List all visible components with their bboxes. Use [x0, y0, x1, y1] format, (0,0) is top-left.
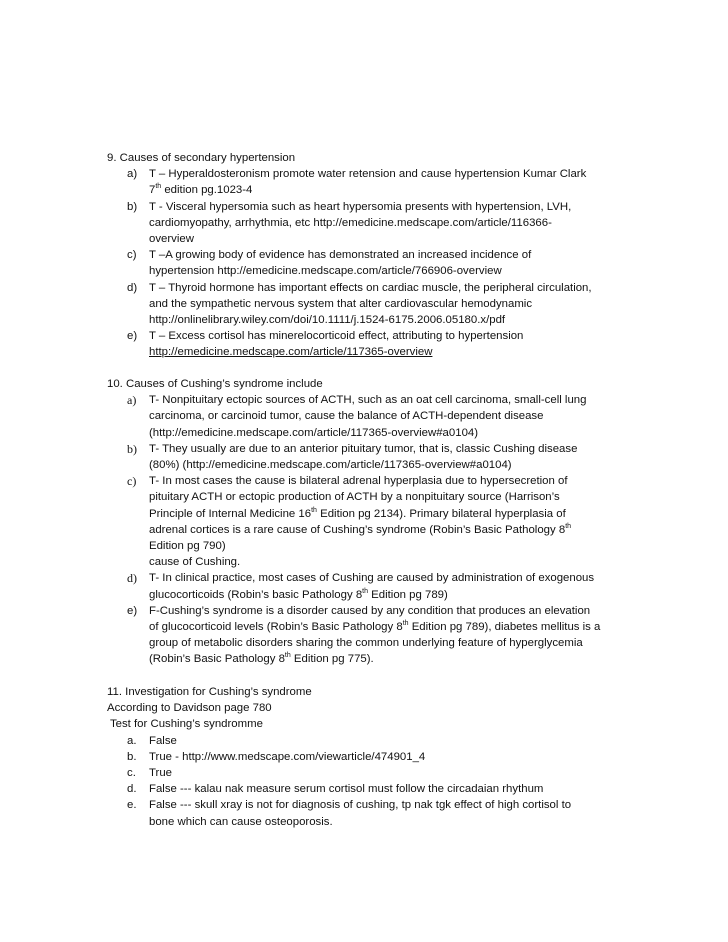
- question-11-section: [107, 684, 627, 830]
- item-text: bone which can cause osteoporosis.: [149, 815, 333, 828]
- superscript: th: [362, 587, 369, 595]
- question-9-list: [107, 166, 627, 360]
- item-text-part: Edition pg 2134). Primary bilateral hyperplasia of: [316, 507, 566, 520]
- list-item: [107, 247, 627, 279]
- reference-link[interactable]: http://emedicine.medscape.com/article/117365-overview: [149, 346, 433, 359]
- item-text: F-Cushing’s syndrome is a disorder caused by any condition that produces an elevation: [149, 604, 591, 617]
- item-text-part: Edition pg 775).: [290, 653, 374, 666]
- item-text: group of metabolic disorders sharing the common underlying feature of hyperglycemia: [149, 637, 583, 650]
- item-text: (80%) (http://emedicine.medscape.com/article/117365-overview#a0104): [149, 459, 512, 472]
- item-text-part: glucocorticoids (Robin’s basic Pathology 8: [149, 588, 363, 601]
- item-text: overview: [149, 233, 194, 246]
- list-item: [107, 749, 627, 765]
- item-text: T – Excess cortisol has minerelocorticoid effect, attributing to hypertension: [149, 330, 524, 343]
- source-note: According to Davidson page 780: [107, 702, 272, 715]
- item-text: and the sympathetic nervous system that alter cardiovascular hemodynamic: [149, 297, 533, 310]
- item-text: T- In clinical practice, most cases of Cushing are caused by administration of exogenous: [149, 572, 595, 585]
- question-10-list: [107, 392, 627, 667]
- item-text-part: of glucocorticoid levels (Robin’s Basic Pathology 8: [149, 621, 403, 634]
- item-text: carcinoma, or carcinoid tumor, cause the balance of ACTH-dependent disease: [149, 410, 544, 423]
- question-9-heading: 9. Causes of secondary hypertension: [107, 152, 296, 164]
- item-text: [149, 182, 627, 198]
- item-text: (http://emedicine.medscape.com/article/117365-overview#a0104): [149, 426, 479, 439]
- list-item: [107, 733, 627, 749]
- item-text: T – Thyroid hormone has important effects on cardiac muscle, the peripheral circulation,: [149, 281, 592, 294]
- list-item: [107, 199, 627, 248]
- list-marker: d): [127, 281, 138, 294]
- list-item: [107, 392, 627, 441]
- list-marker: e): [127, 604, 138, 617]
- list-item: [107, 166, 627, 198]
- item-text: False: [149, 734, 177, 747]
- item-text: T - Visceral hypersomia such as heart hypersomia presents with hypertension, LVH,: [149, 200, 572, 213]
- item-text: hypertension http://emedicine.medscape.com/article/766906-overview: [149, 265, 502, 278]
- item-text: False --- skull xray is not for diagnosis of cushing, tp nak tgk effect of high cortisol to: [149, 799, 572, 812]
- list-item: [107, 781, 627, 797]
- item-text: http://onlinelibrary.wiley.com/doi/10.1111/j.1524-6175.2006.05180.x/pdf: [149, 314, 506, 327]
- item-text: [149, 522, 627, 538]
- item-text: Edition pg 790): [149, 540, 226, 553]
- superscript: th: [311, 506, 317, 514]
- item-text: False --- kalau nak measure serum cortisol must follow the circadaian rhythum: [149, 783, 544, 796]
- item-text-part: adrenal cortices is a rare cause of Cushing’s syndrome (Robin’s Basic Pathology 8: [149, 523, 566, 536]
- list-item: [107, 765, 627, 781]
- item-text: T- In most cases the cause is bilateral adrenal hyperplasia due to hypersecretion of: [149, 475, 568, 488]
- item-text: cardiomyopathy, arrhythmia, etc http://emedicine.medscape.com/article/116366-: [149, 216, 552, 229]
- superscript: th: [284, 652, 291, 660]
- list-marker: b): [127, 441, 137, 456]
- item-text: [149, 651, 627, 667]
- question-9-section: [107, 150, 627, 361]
- item-text: pituitary ACTH or ectopic production of ACTH by a nonpituitary source (Harrison’s: [149, 491, 560, 504]
- item-text: [149, 506, 627, 522]
- list-marker: b.: [127, 750, 137, 763]
- item-text-part: Principle of Internal Medicine 16: [149, 507, 312, 520]
- list-marker: c): [127, 249, 137, 262]
- test-subheading: Test for Cushing’s syndromme: [107, 718, 263, 731]
- list-marker: e): [127, 330, 138, 343]
- list-marker: d): [127, 571, 137, 586]
- list-item: [107, 441, 627, 473]
- item-text-part: (Robin’s Basic Pathology 8: [149, 653, 285, 666]
- question-10-section: [107, 376, 627, 668]
- list-marker: a.: [127, 734, 137, 747]
- superscript: th: [402, 620, 409, 628]
- item-text: True - http://www.medscape.com/viewarticle/474901_4: [149, 750, 426, 763]
- item-text: T- They usually are due to an anterior pituitary tumor, that is, classic Cushing disease: [149, 442, 578, 455]
- item-text-part: Edition pg 789): [368, 588, 448, 601]
- list-item: [107, 797, 627, 829]
- list-marker: c): [127, 474, 137, 489]
- item-text-part: Edition pg 789), diabetes mellitus is a: [408, 621, 601, 634]
- list-item: [107, 328, 627, 360]
- item-text: T –A growing body of evidence has demonstrated an increased incidence of: [149, 249, 532, 262]
- item-text: T- Nonpituitary ectopic sources of ACTH, such as an oat cell carcinoma, small-cell lung: [149, 394, 587, 407]
- list-item: [107, 280, 627, 329]
- item-text-part: edition pg.1023-4: [161, 184, 253, 197]
- list-item: [107, 570, 627, 602]
- question-10-heading: 10. Causes of Cushing’s syndrome include: [107, 378, 323, 390]
- item-text-part: 7: [149, 184, 156, 197]
- list-item: [107, 473, 627, 570]
- superscript: th: [155, 183, 162, 191]
- list-marker: e.: [127, 799, 137, 812]
- list-marker: d.: [127, 783, 137, 796]
- list-marker: a): [127, 393, 137, 408]
- item-text: True: [149, 767, 172, 780]
- list-marker: a): [127, 168, 138, 181]
- list-marker: c.: [127, 767, 136, 780]
- question-11-list: [107, 733, 627, 830]
- item-text: [149, 619, 627, 635]
- list-marker: b): [127, 200, 138, 213]
- list-item: [107, 603, 627, 668]
- item-text: [149, 587, 627, 603]
- item-text: cause of Cushing.: [149, 556, 241, 569]
- item-text: T – Hyperaldosteronism promote water retension and cause hypertension Kumar Clark: [149, 168, 587, 181]
- superscript: th: [565, 522, 572, 530]
- question-11-heading: 11. Investigation for Cushing’s syndrome: [107, 686, 312, 698]
